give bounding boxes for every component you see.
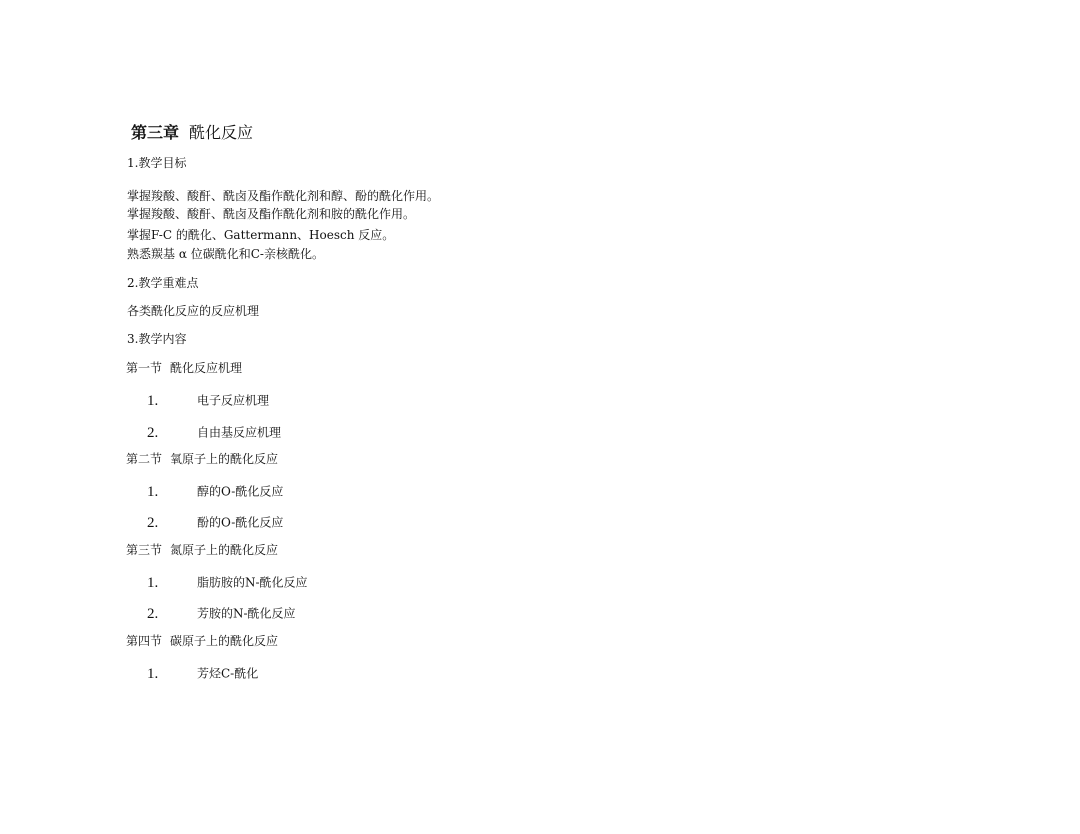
teaching-goal-item: 掌握F-C 的酰化、Gattermann、Hoesch 反应。 [127,228,395,242]
list-item-number: 1. [147,665,159,682]
list-item [147,572,308,590]
list-item-text: 自由基反应机理 [197,425,282,440]
list-item [147,603,296,621]
list-item [147,663,258,681]
teaching-goal-item: 掌握羧酸、酸酐、酰卤及酯作酰化剂和醇、酚的酰化作用。 [127,189,440,203]
section-number: 第二节 [126,452,163,466]
section-heading [126,633,278,649]
list-item-number: 2. [147,605,159,622]
section-number: 第三节 [126,543,163,557]
key-points-heading: 2.教学重难点 [127,276,199,290]
chapter-name: 酰化反应 [189,123,254,142]
section-title: 酰化反应机理 [170,361,243,375]
section-title: 氧原子上的酰化反应 [170,452,279,466]
section-heading [126,542,278,558]
list-item [147,422,281,440]
list-item [147,390,269,408]
chapter-number: 第三章 [131,123,180,142]
section-number: 第一节 [126,361,163,375]
section-title: 氮原子上的酰化反应 [170,543,279,557]
list-item-text: 芳胺的N-酰化反应 [197,606,296,621]
list-item-text: 芳烃C-酰化 [197,666,259,681]
list-item [147,512,283,530]
list-item-text: 脂肪胺的N-酰化反应 [197,575,308,590]
list-item-number: 1. [147,483,159,500]
list-item-number: 1. [147,574,159,591]
content-heading: 3.教学内容 [127,332,187,346]
list-item-number: 2. [147,514,159,531]
teaching-goal-item: 熟悉羰基 α 位碳酰化和C-亲核酰化。 [127,247,324,261]
section-heading [126,360,242,376]
teaching-goal-item: 掌握羧酸、酸酐、酰卤及酯作酰化剂和胺的酰化作用。 [127,207,416,221]
list-item-text: 电子反应机理 [197,393,270,408]
section-heading [126,451,278,467]
list-item [147,481,283,499]
section-title: 碳原子上的酰化反应 [170,634,279,648]
section-number: 第四节 [126,634,163,648]
teaching-goals-heading: 1.教学目标 [127,156,187,170]
list-item-number: 1. [147,392,159,409]
chapter-title [131,122,253,144]
list-item-number: 2. [147,424,159,441]
list-item-text: 酚的O-酰化反应 [197,515,284,530]
list-item-text: 醇的O-酰化反应 [197,484,284,499]
key-points-text: 各类酰化反应的反应机理 [127,304,260,318]
